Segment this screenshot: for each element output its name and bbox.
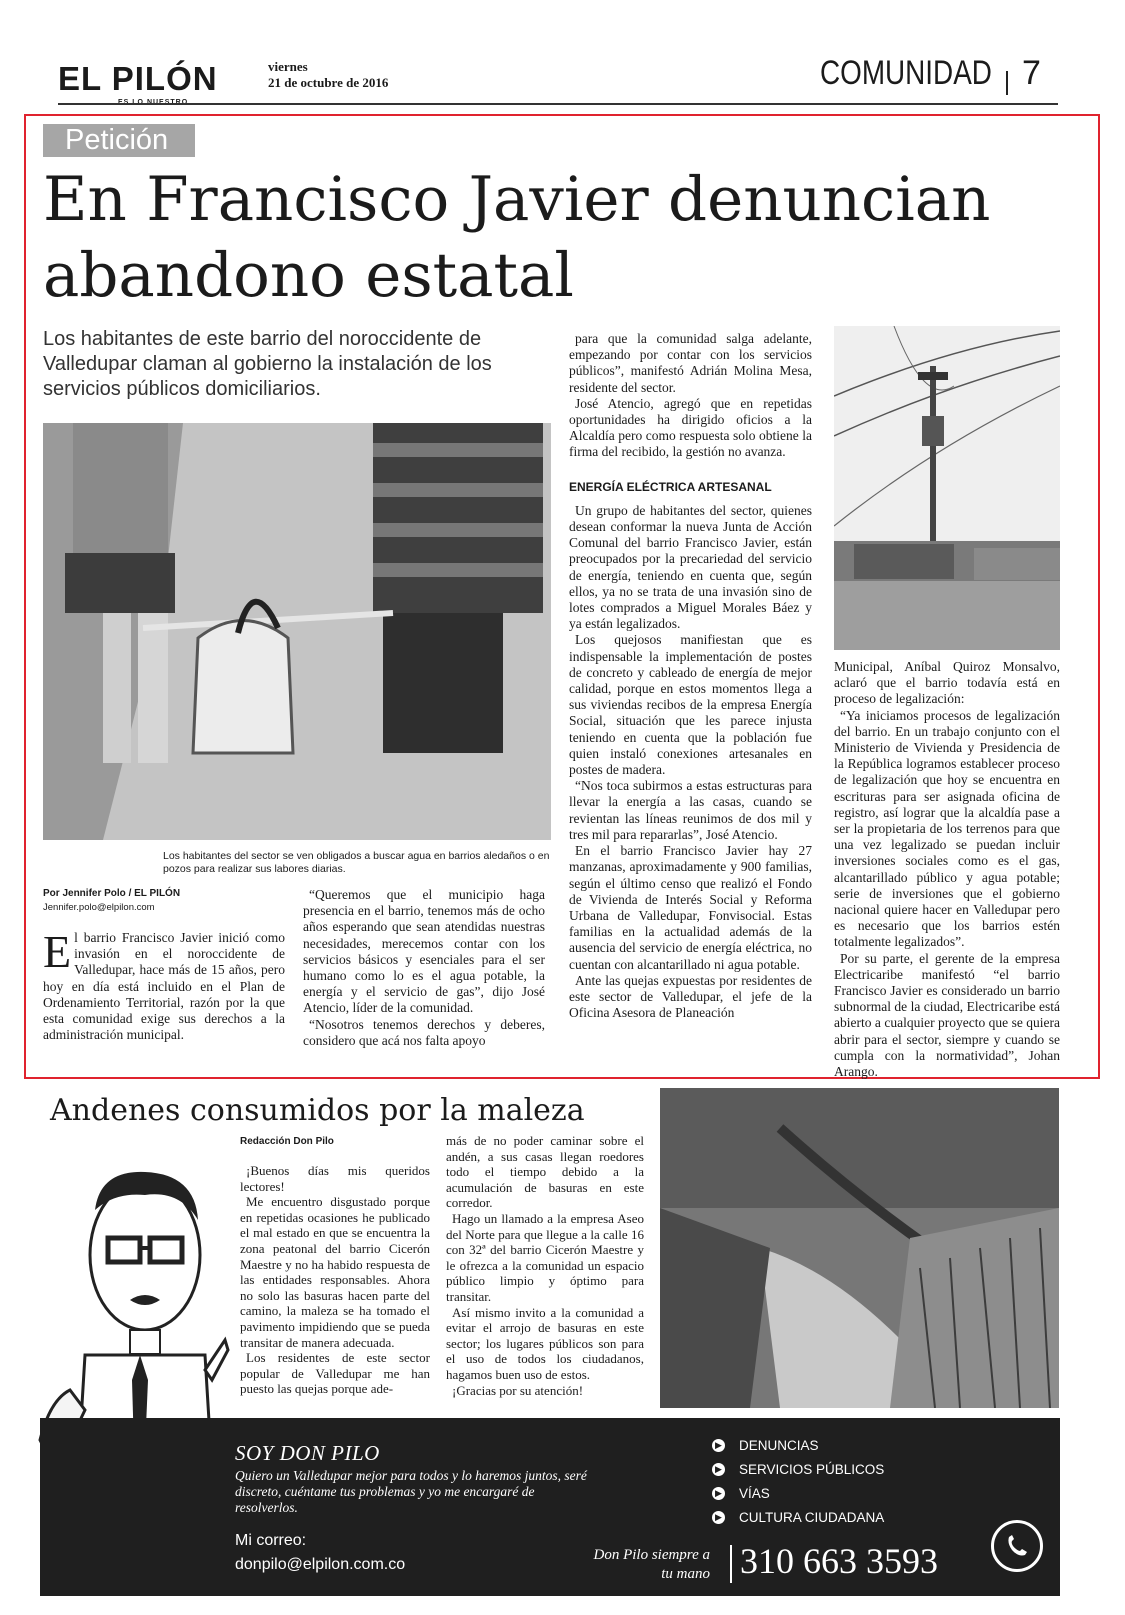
article-column-2 xyxy=(303,887,545,1049)
paragraph: Hago un llamado a la empresa Aseo del Norte para que llegue a la calle 16 con 32ª del barrio Cicerón Maestre y le ofrezca a la comunidad un espacio público limpio y óptimo para transitar. xyxy=(446,1210,644,1304)
list-item xyxy=(712,1457,884,1481)
paragraph: “Nos toca subirmos a estas estructuras para llevar la energía a las casas, cuando se revientan las líneas reunimos de dos mil y tres mil para repararlas”, José Atencio. xyxy=(569,778,812,842)
paragraph: más de no poder caminar sobre el andén, a sus casas llegan roedores todo el tiempo debido a la acumulación de basuras en este corredor. xyxy=(446,1133,644,1211)
article-kicker: Petición xyxy=(43,124,195,157)
paragraph: José Atencio, agregó que en repetidas oportunidades ha dirigido oficios a la Alcaldía pero como respuesta solo obtiene la firma del recibido, la gestión no avanza. xyxy=(569,395,812,460)
article-photo-water-bucket xyxy=(43,423,551,840)
topic-label: VÍAS xyxy=(739,1485,770,1501)
paragraph: Me encuentro disgustado porque en repetidas ocasiones he publicado el mal estado en que se encuentra la zona peatonal del barrio Cicerón Maestre y no ha habido respuesta de las entidades responsables. Ahora no solo las basuras hacen parte del camino, la maleza se ha tomado el pavimento impidiendo que se pueda transitar de manera adecuada. xyxy=(240,1194,430,1350)
paragraph: para que la comunidad salga adelante, empezando por contar con los servicios públicos”, manifestó Adrián Molina Mesa, residente del sector. xyxy=(569,331,812,395)
slogan-line: tu mano xyxy=(661,1566,710,1582)
banner-email-link[interactable]: donpilo@elpilon.com.co xyxy=(235,1556,406,1573)
article-column-3 xyxy=(569,331,812,1021)
paragraph: ¡Gracias por su atención! xyxy=(452,1382,584,1398)
column-text-col-1 xyxy=(240,1163,430,1397)
article-column-1 xyxy=(43,926,285,1043)
section-separator xyxy=(1006,71,1008,95)
column-photo-overgrown-sidewalk xyxy=(660,1088,1059,1408)
list-item xyxy=(712,1505,884,1529)
photo-caption: Los habitantes del sector se ven obligados a buscar agua en barrios aledaños o en pozos para realizar sus labores diarias. xyxy=(163,850,550,875)
paragraph: Los quejosos manifiestan que es indispensable la implementación de postes de concreto y cableado de energía de mejor calidad, porque en estos momentos llega a sus viviendas recibos de la empresa Energía Social, situación que les parece injusta teniendo en cuenta que la población fue quien instaló conexiones artesanales en postes de madera. xyxy=(569,632,812,778)
banner-mail-label: Mi correo: xyxy=(235,1532,307,1549)
drop-cap: E xyxy=(43,926,72,977)
column-byline: Redacción Don Pilo xyxy=(240,1136,334,1147)
topic-label: CULTURA CIUDADANA xyxy=(739,1509,885,1525)
paragraph: ¡Buenos días mis queridos lectores! xyxy=(240,1163,430,1194)
topic-label: DENUNCIAS xyxy=(739,1437,819,1453)
issue-full-date: 21 de octubre de 2016 xyxy=(268,75,389,90)
paragraph: Ante las quejas expuestas por residentes de este sector de Valledupar, el jefe de la Oficina Asesora de Planeación xyxy=(569,972,812,1021)
paragraph: Un grupo de habitantes del sector, quienes desean conformar la nueva Junta de Acción Comunal del barrio Francisco Javier, están preocupados por la precariedad del servicio de energía, teniendo en cuenta que, según ellos, ya no se trata de una invasión sino de lotes comprados a Miguel Morales Báez y ya están legalizados. xyxy=(569,502,812,632)
list-item xyxy=(712,1433,884,1457)
contact-phone[interactable]: 310 663 3593 xyxy=(740,1541,938,1581)
column-text-col-2 xyxy=(446,1133,644,1398)
arrow-right-icon: ▶ xyxy=(712,1511,725,1524)
article-headline: En Francisco Javier denuncian abandono estatal xyxy=(43,164,991,311)
paragraph: l barrio Francisco Javier inició como invasión en el noroccidente de Valledupar, hace más de 15 años, pero hoy en día está incluido en el Plan de Ordenamiento Territorial, razón por la que esta comunidad exige sus derechos a la administración municipal. xyxy=(43,930,285,1043)
arrow-right-icon: ▶ xyxy=(712,1487,725,1500)
paragraph: Por su parte, el gerente de la empresa Electricaribe manifestó “el barrio Francisco Javier es considerado un barrio subnormal de la ciudad, Electricaribe está abierto a cualquier proyecto que se quiera abrir para el sector, siempre y cuando se cumpla con la normatividad”, Johan Arango. xyxy=(834,950,1060,1080)
whatsapp-icon xyxy=(991,1520,1043,1572)
paragraph: En el barrio Francisco Javier hay 27 manzanas, aproximadamente y 900 familias, según el último censo que realizó el Fondo de Vivienda de Interés Social y Reforma Urbana de Valledupar, Fonvisocial. Estas familias en la actualidad además de la ausencia del servicio de energía eléctrica, no cuentan con alcantarillado ni agua potable. xyxy=(569,843,812,972)
page-number: 7 xyxy=(1022,54,1041,92)
banner-title: SOY DON PILO xyxy=(235,1441,380,1465)
section-name: COMUNIDAD xyxy=(820,54,992,92)
banner-slogan xyxy=(560,1546,710,1584)
issue-day: viernes xyxy=(268,59,308,74)
author-email[interactable]: Jennifer.polo@elpilon.com xyxy=(43,902,155,913)
paragraph: Municipal, Aníbal Quiroz Monsalvo, aclaró que el barrio todavía está en proceso de legalización: xyxy=(834,659,1060,707)
header-rule xyxy=(58,103,1058,105)
article-photo-utility-pole xyxy=(834,326,1060,650)
arrow-right-icon: ▶ xyxy=(712,1463,725,1476)
topic-label: SERVICIOS PÚBLICOS xyxy=(739,1461,885,1477)
paragraph: “Queremos que el municipio haga presencia en el barrio, tenemos más de ocho años esperando que sean atendidas nuestras necesidades, merecemos contar con los servicios básicos y esenciales para el ser humano como lo es el agua potable, la energía y el servicio de gas”, dijo José Atencio, líder de la comunidad. xyxy=(303,887,545,1016)
banner-text: Quiero un Valledupar mejor para todos y lo haremos juntos, seré discreto, cuéntame tus problemas y yo me encargaré de resolverlos. xyxy=(235,1468,587,1515)
paragraph: Los residentes de este sector popular de Valledupar me han puesto las quejas porque ade- xyxy=(240,1350,430,1397)
banner-topic-list xyxy=(712,1433,884,1529)
slogan-line: Don Pilo siempre a xyxy=(593,1547,710,1563)
section-subheading: ENERGÍA ELÉCTRICA ARTESANAL xyxy=(569,479,772,494)
paragraph: “Nosotros tenemos derechos y deberes, considero que acá nos falta apoyo xyxy=(303,1016,545,1048)
phone-separator xyxy=(730,1545,732,1583)
paragraph: “Ya iniciamos procesos de legalización del barrio. En un trabajo conjunto con el Ministerio de Vivienda y Presidencia de la República logramos establecer proceso de legalización que hoy se encuentra en escrituras para ser asignada oficina de registro, así lograr que la alcaldía pase a ser la propietaria de los terrenos para que una vez legalizado se puedan incluir inversiones sociales como es el gas, alcantarillado público y agua potable; serie de inversiones que el gobierno nacional quiere hacer en Valledupar pero es necesario que los barrios estén totalmente legalizados”. xyxy=(834,707,1060,950)
article-column-4 xyxy=(834,659,1060,1080)
arrow-right-icon: ▶ xyxy=(712,1439,725,1452)
article-byline: Por Jennifer Polo / EL PILÓN xyxy=(43,888,181,899)
list-item xyxy=(712,1481,884,1505)
article-subhead: Los habitantes de este barrio del noroccidente de Valledupar claman al gobierno la instalación de los servicios públicos domiciliarios. xyxy=(43,328,492,400)
issue-date xyxy=(268,59,388,91)
column-headline: Andenes consumidos por la maleza xyxy=(50,1093,585,1128)
paragraph: Así mismo invito a la comunidad a evitar el arrojo de basuras en este sector; los lugares públicos son para el uso de todos los ciudadanos, hagamos buen uso de estos. xyxy=(446,1304,644,1382)
newspaper-logo: EL PILÓN xyxy=(58,60,218,97)
